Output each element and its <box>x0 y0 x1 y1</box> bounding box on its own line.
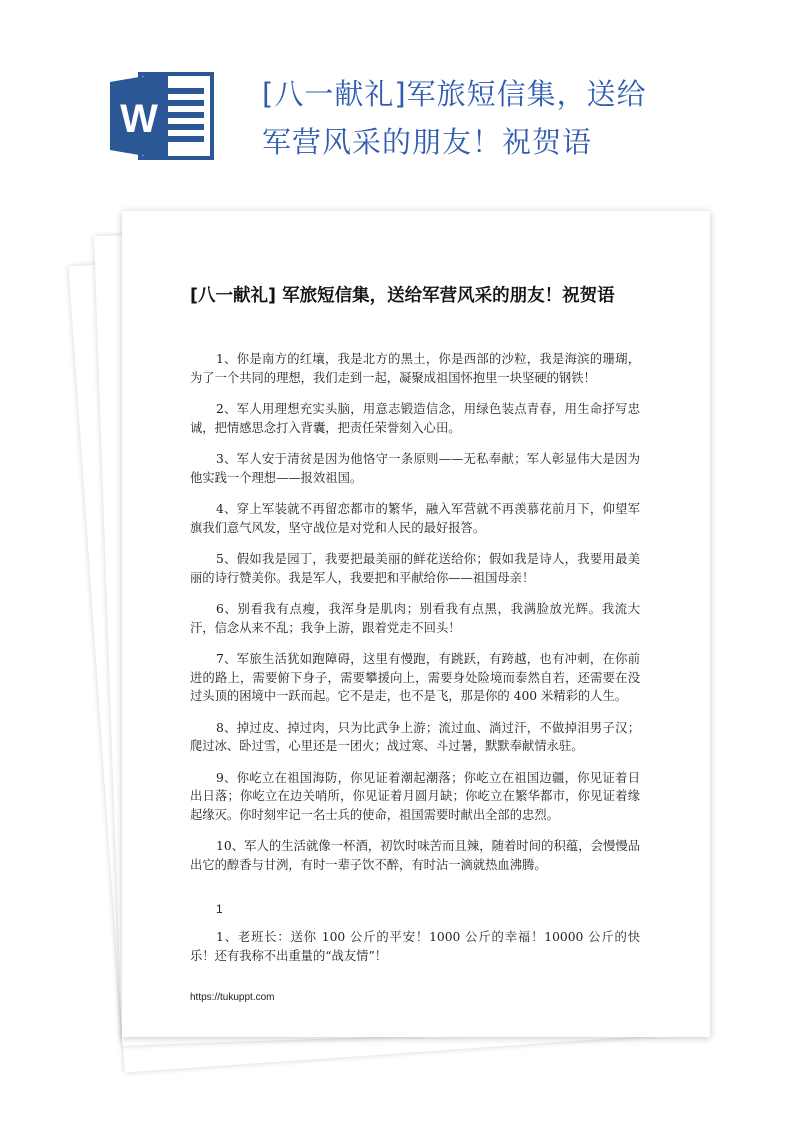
paragraph: 9、你屹立在祖国海防，你见证着潮起潮落；你屹立在祖国边疆，你见证着日出日落；你屹立在边关哨所，你见证着月圆月缺；你屹立在繁华都市，你见证着缘起缘灭。你时刻牢记一名士兵的使命，祖国需要时献出全部的忠烈。 <box>190 770 640 822</box>
paragraph: 5、假如我是园丁，我要把最美丽的鲜花送给你；假如我是诗人，我要用最美丽的诗行赞美你。我是军人，我要把和平献给你——祖国母亲！ <box>190 552 640 585</box>
footer-url[interactable]: https://tukuppt.com <box>190 992 275 1003</box>
document-body <box>190 350 640 887</box>
paragraph: 3、军人安于清贫是因为他恪守一条原则——无私奉献；军人彰显伟大是因为他实践一个理想——报效祖国。 <box>190 452 640 485</box>
paragraph: 8、掉过皮、掉过肉，只为比武争上游；流过血、淌过汗，不做掉泪男子汉；爬过冰、卧过雪，心里还是一团火；战过寒、斗过暑，默默奉献情永驻。 <box>190 720 640 753</box>
word-icon-letter: W <box>120 97 158 141</box>
page-number: 1 <box>216 902 223 916</box>
paragraph: 6、别看我有点瘦，我浑身是肌肉；别看我有点黑，我满脸放光辉。我流大汗，信念从来不乱；我争上游，跟着党走不回头！ <box>190 602 640 635</box>
paragraph: 2、军人用理想充实头脑，用意志锻造信念，用绿色装点青春，用生命抒写忠诚，把情感思念打入背囊，把责任荣誉刻入心田。 <box>190 402 640 435</box>
document-title: [八一献礼] 军旅短信集，送给军营风采的朋友！祝贺语 <box>190 286 615 306</box>
page-title: [八一献礼]军旅短信集，送给军营风采的朋友！祝贺语 <box>262 77 647 159</box>
word-document-icon <box>110 70 214 162</box>
paragraph: 10、军人的生活就像一杯酒，初饮时味苦而且辣，随着时间的积蕴，会慢慢品出它的醇香与甘洌，有时一辈子饮不醉，有时沾一滴就热血沸腾。 <box>190 839 640 872</box>
paragraph: 1、你是南方的红壤，我是北方的黑土，你是西部的沙粒，我是海滨的珊瑚，为了一个共同的理想，我们走到一起，凝聚成祖国怀抱里一块坚硬的钢铁！ <box>190 352 640 385</box>
paragraph: 4、穿上军装就不再留恋都市的繁华，融入军营就不再羡慕花前月下，仰望军旗我们意气风发，坚守战位是对党和人民的最好报答。 <box>190 502 640 535</box>
paragraph-next-section: 1、老班长：送你 100 公斤的平安！1000 公斤的幸福！10000 公斤的快乐！还有我称不出重量的“战友情”！ <box>190 930 640 963</box>
paragraph: 7、军旅生活犹如跑障碍，这里有慢跑，有跳跃，有跨越，也有冲刺，在你前进的路上，需要俯下身子，需要攀援向上，需要身处险境而泰然自若，还需要在没过头顶的困境中一跃而起。它不是走，也不是飞，那是你的 400 米精彩的人生。 <box>190 652 640 703</box>
